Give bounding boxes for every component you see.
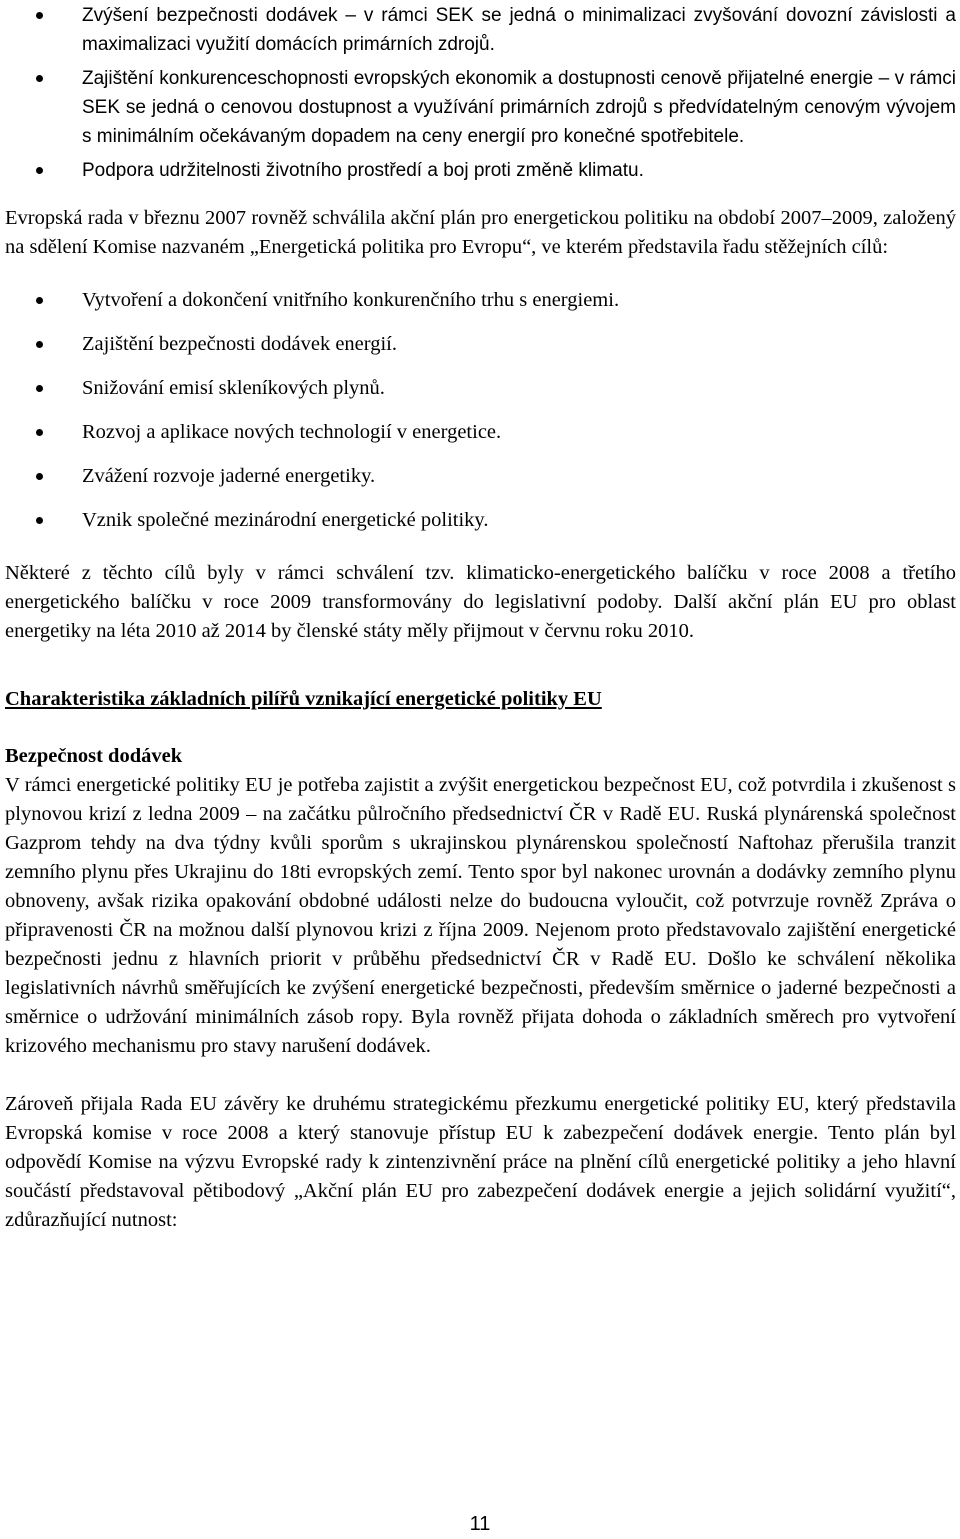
list-item [5, 506, 956, 535]
list-item-text: Zajištění bezpečnosti dodávek energií. [82, 333, 397, 355]
goals-paragraph: Některé z těchto cílů byly v rámci schválení tzv. klimaticko-energetického balíčku v roce 2008 a třetího energetického balíčku v roce 2009 transformovány do legislativní podoby. Další akční plán EU pro oblast energetiky na léta 2010 až 2014 by členské státy měly přijmout v červnu roku 2010. [5, 562, 956, 642]
bullet-icon [36, 517, 43, 524]
list-item-text: Zvážení rozvoje jaderné energetiky. [82, 465, 376, 487]
bullet-icon [36, 12, 43, 19]
bullet-icon [36, 297, 43, 304]
list-item [5, 64, 956, 151]
list-item [5, 418, 956, 447]
list-item-text: Podpora udržitelnosti životního prostředí a boj proti změně klimatu. [82, 160, 644, 181]
intro-paragraph: Evropská rada v březnu 2007 rovněž schválila akční plán pro energetickou politiku na období 2007–2009, založený na sdělení Komise nazvaném „Energetická politika pro Evropu“, ve kterém představila řadu stěžejních cílů: [5, 207, 956, 258]
list-item-text: Snižování emisí skleníkových plynů. [82, 377, 385, 399]
list-item-text: Vznik společné mezinárodní energetické politiky. [82, 509, 489, 531]
bullet-icon [36, 473, 43, 480]
goals-list [5, 286, 956, 535]
list-item-text: Rozvoj a aplikace nových technologií v energetice. [82, 421, 502, 443]
document-page [5, 0, 956, 1235]
page-number: 11 [469, 1513, 491, 1535]
bullet-icon [36, 75, 43, 82]
subsection-heading: Bezpečnost dodávek [5, 745, 183, 767]
list-item-text: Vytvoření a dokončení vnitřního konkurenčního trhu s energiemi. [82, 289, 620, 311]
list-item [5, 286, 956, 315]
objectives-list [5, 1, 956, 185]
list-item-text: Zajištění konkurenceschopnosti evropských ekonomik a dostupnosti cenově přijatelné energie – v rámci SEK se jedná o cenovou dostupnost a využívání primárních zdrojů s předvídatelným cenovým vývojem s minimálním očekávaným dopadem na ceny energií pro konečné spotřebitele. [82, 68, 956, 147]
list-item [5, 1, 956, 59]
list-item [5, 374, 956, 403]
bullet-icon [36, 167, 43, 174]
council-paragraph: Zároveň přijala Rada EU závěry ke druhému strategickému přezkumu energetické politiky EU, který představila Evropská komise v roce 2008 a který stanovuje přístup EU k zabezpečení dodávek energie. Tento plán byl odpovědí Komise na výzvu Evropské rady k zintenzivnění práce na plnění cílů energetické politiky a jeho hlavní součástí představoval pětibodový „Akční plán EU pro zabezpečení dodávek energie a jejich solidární využití“, zdůrazňující nutnost: [5, 1093, 956, 1231]
list-item [5, 156, 956, 185]
section-heading: Charakteristika základních pilířů vznikající energetické politiky EU [5, 688, 602, 710]
bullet-icon [36, 341, 43, 348]
security-paragraph: V rámci energetické politiky EU je potřeba zajistit a zvýšit energetickou bezpečnost EU, což potvrdila i zkušenost s plynovou krizí z ledna 2009 – na začátku půlročního předsednictví ČR v Radě EU. Ruská plynárenská společnost Gazprom tehdy na dva týdny kvůli sporům s ukrajinskou plynárenskou společností Naftohaz přerušila tranzit zemního plynu přes Ukrajinu do 18ti evropských zemí. Tento spor byl nakonec urovnán a dodávky zemního plynu obnoveny, avšak rizika opakování obdobné události nelze do budoucna vyloučit, což potvrzuje rovněž Zpráva o připravenosti ČR na možnou další plynovou krizi z října 2009. Nejenom proto představovalo zajištění energetické bezpečnosti jednu z hlavních priorit v průběhu předsednictví ČR v Radě EU. Došlo ke schválení několika legislativních návrhů směřujících ke zvýšení energetické bezpečnosti, především směrnice o jaderné bezpečnosti a směrnice o udržování minimálních zásob ropy. Byla rovněž přijata dohoda o základních směrech pro vytvoření krizového mechanismu pro stavy narušení dodávek. [5, 774, 956, 1057]
list-item [5, 462, 956, 491]
list-item-text: Zvýšení bezpečnosti dodávek – v rámci SEK se jedná o minimalizaci zvyšování dovozní závislosti a maximalizaci využití domácích primárních zdrojů. [82, 5, 956, 55]
bullet-icon [36, 429, 43, 436]
bullet-icon [36, 385, 43, 392]
list-item [5, 330, 956, 359]
